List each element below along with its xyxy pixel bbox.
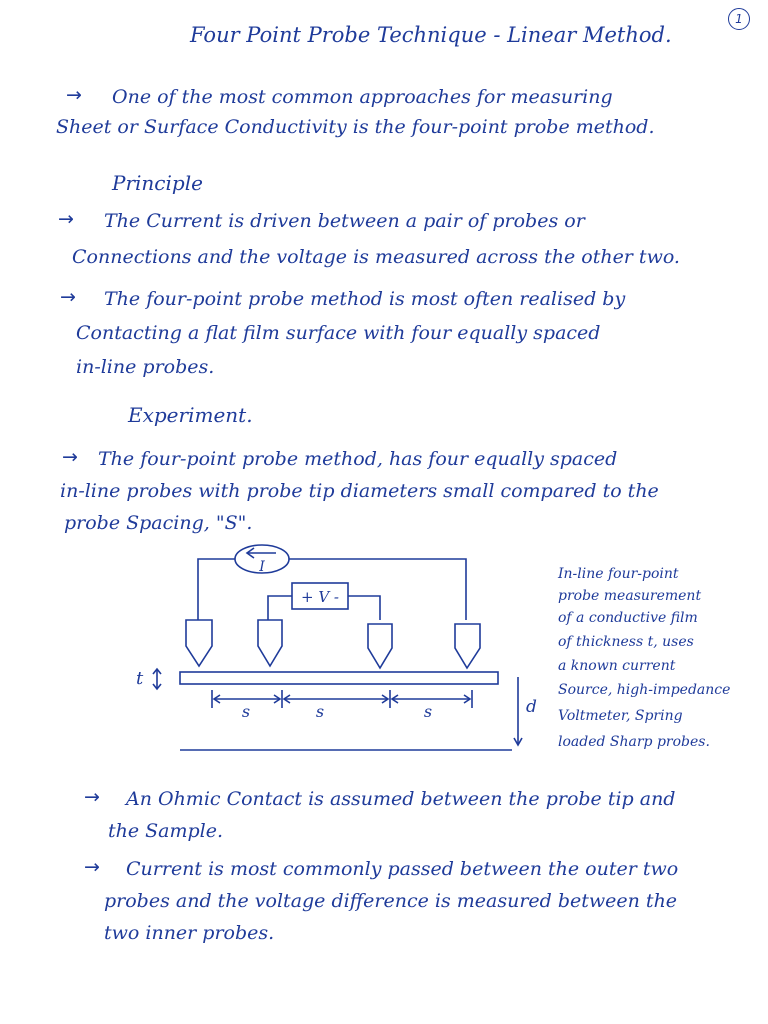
notes-b1-line-1: An Ohmic Contact is assumed between the probe tip and [126,788,676,810]
principle-b2-line-1: The four-point probe method is most often realised by [104,288,626,310]
experiment-line-1: The four-point probe method, has four equally spaced [98,448,618,470]
spacing-label-2: s [315,702,325,721]
spacing-label-1: s [241,702,251,721]
bullet-arrow: → [58,208,74,230]
notes-b1-line-2: the Sample. [108,820,224,842]
diagram-caption-3: of a conductive film [558,610,698,626]
principle-heading: Principle [112,171,203,195]
intro-line-2: Sheet or Surface Conductivity is the four-point probe method. [56,116,655,138]
probe-2 [258,620,282,666]
voltmeter-box [292,583,348,609]
principle-b1-line-2: Connections and the voltage is measured across the other two. [72,246,680,268]
notes-b2-line-1: Current is most commonly passed between the outer two [126,858,679,880]
experiment-heading: Experiment. [128,403,253,427]
bullet-arrow: → [66,84,82,106]
diagram-caption-7: Voltmeter, Spring [558,708,683,724]
current-label: I [259,559,265,575]
voltmeter-label: + V - [300,588,340,606]
diagram-caption-2: probe measurement [558,588,702,604]
probe-3 [368,624,392,668]
probe-4 [455,624,480,668]
diagram-caption-4: of thickness t, uses [558,634,694,650]
experiment-line-3: probe Spacing, "S". [64,512,253,534]
thin-film [180,672,498,684]
bullet-arrow: → [60,286,76,308]
experiment-line-2: in-line probes with probe tip diameters small compared to the [60,480,659,502]
bullet-arrow: → [84,856,100,878]
spacing-label-3: s [423,702,433,721]
probe-1 [186,620,212,666]
page-number: 1 [728,8,750,30]
notes-b2-line-3: two inner probes. [104,922,275,944]
depth-label: d [526,697,537,717]
diagram-caption-8: loaded Sharp probes. [558,734,710,750]
thickness-label: t [136,668,144,689]
diagram-caption-1: In-line four-point [558,566,679,582]
intro-line-1: One of the most common approaches for measuring [112,86,613,108]
diagram-caption-5: a known current [558,658,676,674]
notes-b2-line-2: probes and the voltage difference is measured between the [104,890,678,912]
diagram-caption-6: Source, high-impedance [558,682,731,698]
page-title: Four Point Probe Technique - Linear Method. [190,23,672,47]
principle-b2-line-2: Contacting a flat film surface with four equally spaced [76,322,601,344]
principle-b1-line-1: The Current is driven between a pair of probes or [104,210,585,232]
bullet-arrow: → [84,786,100,808]
principle-b2-line-3: in-line probes. [76,356,215,378]
bullet-arrow: → [62,446,78,468]
current-source [235,545,289,573]
